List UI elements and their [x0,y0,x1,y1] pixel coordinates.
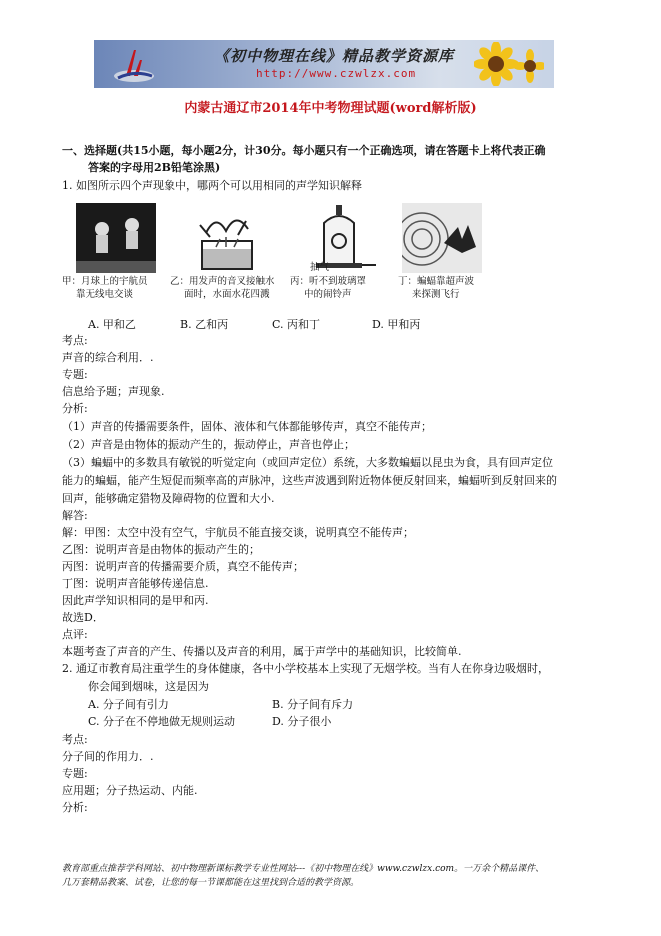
q1-fenxi-line: 回声，能够确定猎物及障碍物的位置和大小. [62,492,275,505]
q1-dianping: 本题考查了声音的产生、传播以及声音的利用，属于声学中的基础知识，比较简单. [62,645,462,658]
sunflower-icon [474,42,544,86]
q1-figures [62,203,482,303]
q2-option-b[interactable]: B. 分子间有斥力 [272,698,354,711]
q1-jieda-line: 丙图：说明声音的传播需要介质，真空不能传声； [62,560,304,573]
q2-kaodian-label: 考点: [62,733,88,746]
q1-jieda-line: 乙图：说明声音是由物体的振动产生的； [62,543,260,556]
q2-kaodian: 分子间的作用力．. [62,750,154,763]
q2-option-c[interactable]: C. 分子在不停地做无规则运动 [88,715,236,728]
figure-caption-ding: 丁：蝙蝠靠超声波 来探测飞行 [398,276,475,300]
q1-jieda-line: 丁图：说明声音能够传递信息. [62,577,209,590]
bat-figure [402,203,482,273]
q1-jieda-line: 故选D． [62,611,104,624]
footer-line: 几万套精品教案、试卷，让您的每一节课都能在这里找到合适的教学资源。 [62,878,360,888]
q1-fenxi-line: （2）声音是由物体的振动产生的，振动停止，声音也停止； [62,438,355,451]
q1-option-a[interactable]: A. 甲和乙 [88,318,136,331]
q2-option-d[interactable]: D. 分子很小 [272,715,332,728]
q1-kaodian-label: 考点: [62,334,88,347]
astronauts-figure [76,203,156,273]
q1-jieda-line: 解：甲图：太空中没有空气，宇航员不能直接交谈，说明真空不能传声； [62,526,414,539]
tuning-fork-figure [186,203,266,273]
q2-zhuanti: 应用题；分子热运动、内能. [62,784,198,797]
figure-caption-bing: 丙：听不到玻璃罩 中的闹铃声 [290,276,367,300]
page-footer [62,862,544,890]
figure-caption-yi: 乙：用发声的音叉接触水 面时，水面水花四溅 [170,276,275,300]
q1-zhuanti-label: 专题: [62,368,88,381]
q1-fenxi-label: 分析: [62,402,88,415]
q2-fenxi-label: 分析: [62,801,88,814]
q1-option-b[interactable]: B. 乙和丙 [180,318,229,331]
q2-stem-line2: 你会闻到烟味，这是因为 [88,680,209,693]
q1-zhuanti: 信息给予题；声现象. [62,385,165,398]
site-logo-icon [112,46,156,84]
section-heading-line2: 答案的字母用2B铅笔涂黑) [88,161,221,174]
header-banner [94,40,554,88]
q1-fenxi-line: 能力的蝙蝠，能产生短促而频率高的声脉冲，这些声波遇到附近物体便反射回来，蝙蝠听到反射回来的 [62,474,557,487]
q2-stem-line1: 2. 通辽市教育局注重学生的身体健康，各中小学校基本上实现了无烟学校。当有人在你身边吸烟时， [62,662,549,675]
q1-fenxi-line: （1）声音的传播需要条件，固体、液体和气体都能够传声，真空不能传声； [62,420,432,433]
q1-stem: 1. 如图所示四个声现象中，哪两个可以用相同的声学知识解释 [62,179,362,192]
q1-fenxi-line: （3）蝙蝠中的多数具有敏锐的听觉定向（或回声定位）系统，大多数蝙蝠以昆虫为食，具有回声定位 [62,456,553,469]
q1-jieda-line: 因此声学知识相同的是甲和丙. [62,594,209,607]
q2-zhuanti-label: 专题: [62,767,88,780]
q1-dianping-label: 点评: [62,628,88,641]
banner-url[interactable]: http://www.czwlzx.com [256,67,417,80]
q1-kaodian: 声音的综合利用．. [62,351,154,364]
q1-option-c[interactable]: C. 丙和丁 [272,318,321,331]
document-title: 内蒙古通辽市2014年中考物理试题(word解析版) [184,101,477,116]
section-heading-line1: 一、选择题(共15小题，每小题2分，计30分。每小题只有一个正确选项，请在答题卡上将代表正确 [62,144,546,157]
q1-option-d[interactable]: D. 甲和丙 [372,318,421,331]
footer-line: 教育部重点推荐学科网站、初中物理新课标教学专业性网站---《初中物理在线》www.czwlzx.com。一万余个精品课件、 [62,864,545,874]
banner-title: 《初中物理在线》精品教学资源库 [214,47,455,65]
q1-jieda-label: 解答: [62,509,88,522]
q2-option-a[interactable]: A. 分子间有引力 [88,698,169,711]
pump-label: 抽气 [310,262,330,273]
figure-caption-jia: 甲：月球上的宇航员 靠无线电交谈 [62,276,148,300]
